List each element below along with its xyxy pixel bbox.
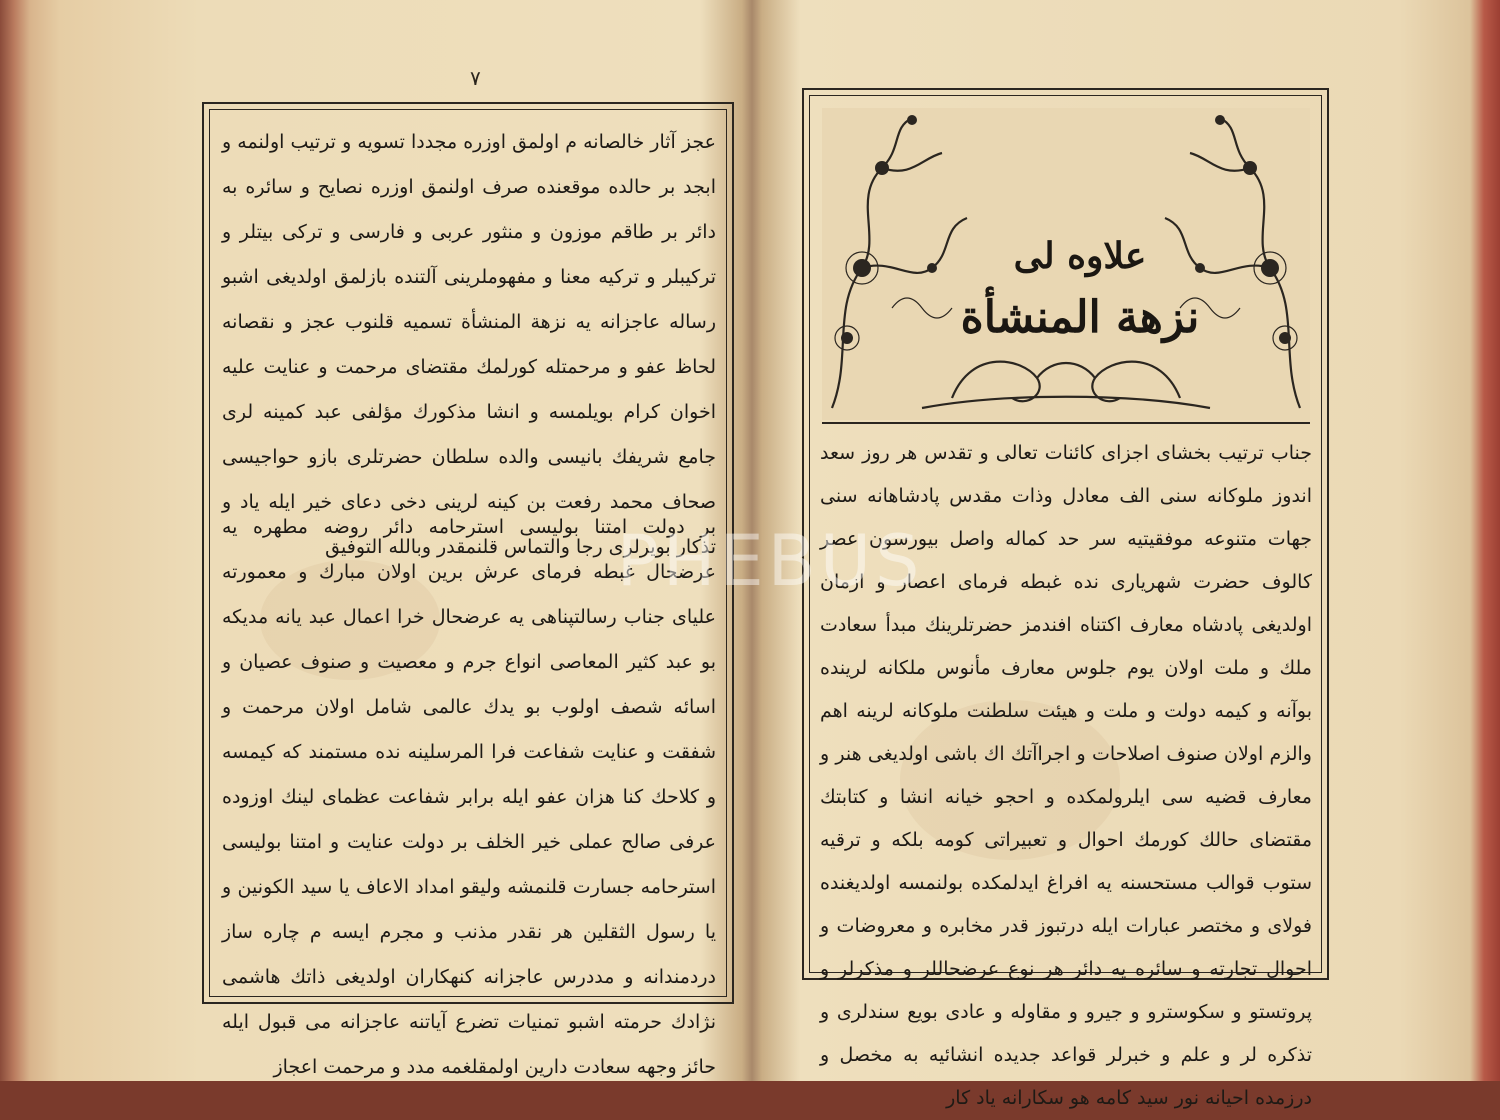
watermark: PHEBUS bbox=[616, 520, 924, 602]
left-top-text: عجز آثار خالصانه م اولمق اوزره مجددا تسویه و ترتیب اولنمه و ابجد بر حالده موقعنده صرف اولنمق اوزره نصایح و سائره به دائر بر طاقم موزون و منثور عربی و فارسی و ترکی بیتلر و ترکیبلر و ترکیه معنا و مفهوملرینی آلتنده بازلمق اولدیغی اشبو رساله عاجزانه یه نزهة المنشأة تسمیه قلنوب عجز و نقصانه لحاظ عفو و مرحمتله کورلمك مقتضای مرحمت و عنایت علیه اخوان کرام بویلمسه و انشا مذکورك مؤلفی عبد کمینه لری جامع شریفك بانیسی والده سلطان حضرتلری بازو حواجیسی صحاف محمد رفعت بن کینه لرینی دخی دعای خیر ایله یاد و تذکار بویرلری رجا والتماس قلنمقدر وبالله التوفیق bbox=[222, 131, 716, 558]
left-top-paragraph bbox=[222, 120, 716, 558]
left-bottom-text: بر دولت امتنا بولیسی استرحامه دائر روضه مطهره یه عرضحال غبطه فرمای عرش برین اولان مبارك و معمورته علیای جناب رسالتپناهی یه عرضحال خرا اعمال عبد یانه مدیکه بو عبد کثیر المعاصی انواع جرم و معصیت و صنوف عصیان و اسائه شصف اولوب بو یدك عالمی شامل اولان مرحمت و شفقت و عنایت شفاعت فرا المرسلینه نده مستمند که کیمسه و کلاحك کنا هزان عفو ایله برابر شفاعت عظمای لینك اوزوده عرفی صالح عملی خیر الخلف بر دولت عنایت و امتنا بولیسی استرحامه جسارت قلنمشه ولیقو امداد الاعاف یا سید الکونین و یا رسول الثقلین هر نقدر مذنب و مجرم ایسه م چاره ساز دردمندانه و مددرس عاجزانه کنهکاران اولدیغی ذاتك هاشمی نژادك حرمته اشبو تمنیات تضرع آیاتنه عاجزانه می قبول ایله حائز وجهه سعادت دارین اولمقلغمه مدد و مرحمت اعجاز bbox=[222, 516, 716, 1078]
header-separator bbox=[822, 422, 1310, 424]
header-subtitle: علاوه لی bbox=[1013, 235, 1147, 277]
header-title: نزهة المنشأة bbox=[960, 292, 1200, 343]
header-title-block bbox=[950, 225, 1210, 349]
right-body-text: جناب ترتیب بخشای اجزای کائنات تعالی و تقدس هر روز سعد اندوز ملوکانه سنی الف معادل وذات مقدس پادشاهانه سنی جهات متنوعه موفقیتیه سر حد کماله واصل بیورسون عصر کالوف حضرت شهریاری نده غبطه فرمای اعصار و ازمان اولدیغی پادشاه معارف اکتناه افندمز حضرتلرینك مبدأ سعادت ملك و ملت اولان یوم جلوس معارف مأنوس ملکانه لرینده بوآنه و کیمه دولت و ملت و هیئت سلطنت ملوکانه لرینه اهم والزم اولان صنوف اصلاحات و اجراآتك اك باشی اولدیغی هنر و معارف قضیه سی ایلرولمکده و احجو خیانه انشا و کتابتك مقتضای حالك کورمك احوال و تعبیراتی کومه بلکه و ترقیه ستوب قوالب مستحسنه یه افراغ ایدلمکده بولنمسه اولدیغنده فولای و مختصر عبارات ایله درتبوز قدر مخابره و معروضات و احوال تجارته و سائره یه دائر هر نوع عرضحاللر و مذکرلر و پروتستو و سکوسترو و جیرو و مقاوله و عادی بویع سندلری و تذکره لر و علم و خبرلر قواعد جدیده انشائیه به مخصل و درزمده احیانه نور سید کامه هو سکارانه یاد کار bbox=[820, 442, 1312, 1109]
right-body-paragraph bbox=[820, 432, 1312, 1109]
page-number: ٧ bbox=[470, 66, 481, 90]
